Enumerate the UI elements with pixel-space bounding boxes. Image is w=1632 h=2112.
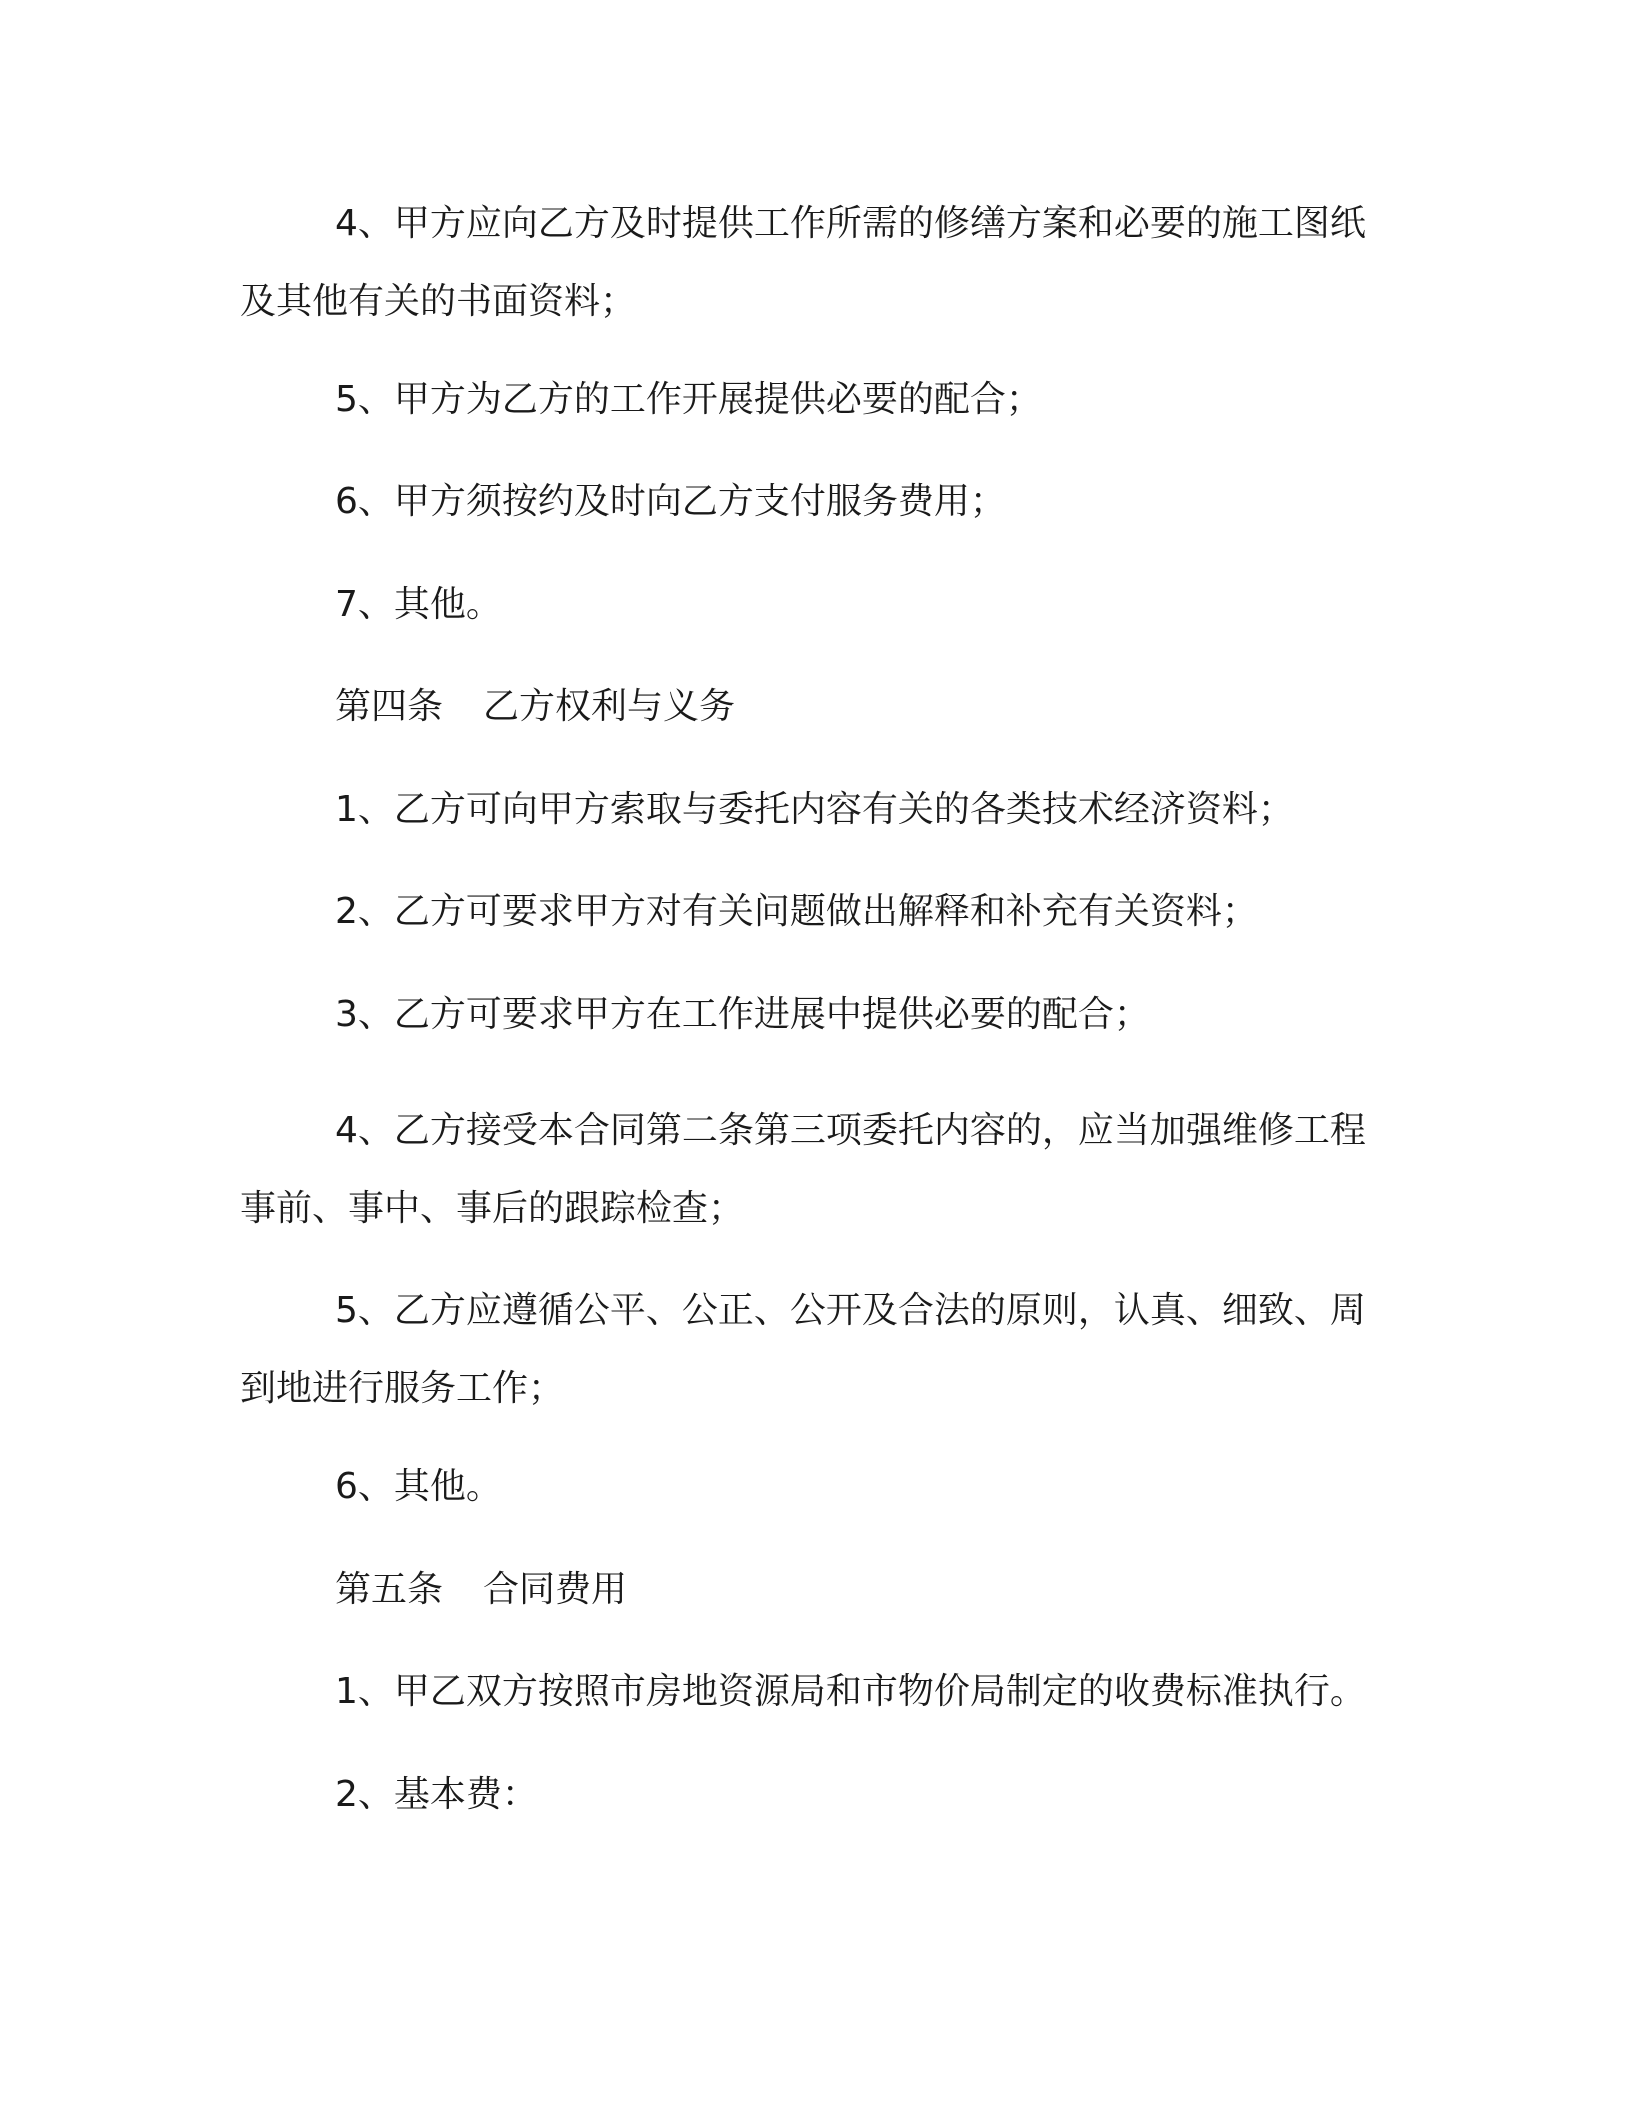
paragraph-party-a-6: 6、甲方须按约及时向乙方支付服务费用；: [335, 481, 1006, 522]
section-title: 合同费用: [483, 1569, 628, 1610]
paragraph-fee-1: 1、甲乙双方按照市房地资源局和市物价局制定的收费标准执行。: [335, 1671, 1366, 1712]
paragraph-party-b-3: 3、乙方可要求甲方在工作进展中提供必要的配合；: [335, 994, 1150, 1035]
paragraph-fee-2: 2、基本费：: [335, 1774, 538, 1815]
paragraph-party-b-1: 1、乙方可向甲方索取与委托内容有关的各类技术经济资料；: [335, 789, 1294, 830]
section-number: 第五条: [335, 1569, 444, 1610]
paragraph-party-a-7: 7、其他。: [335, 584, 502, 625]
section-heading-4: [240, 685, 1390, 729]
paragraph-party-a-4: 4、甲方应向乙方及时提供工作所需的修缮方案和必要的施工图纸及其他有关的书面资料；: [240, 203, 1366, 322]
section-number: 第四条: [335, 686, 444, 727]
paragraph-party-b-6: 6、其他。: [335, 1466, 502, 1507]
section-title: 乙方权利与义务: [483, 686, 736, 727]
section-heading-5: [240, 1568, 1390, 1612]
paragraph-party-b-5: 5、乙方应遵循公平、公正、公开及合法的原则，认真、细致、周到地进行服务工作；: [240, 1290, 1366, 1409]
paragraph-party-b-4: 4、乙方接受本合同第二条第三项委托内容的，应当加强维修工程事前、事中、事后的跟踪检查；: [240, 1110, 1366, 1229]
paragraph-party-a-5: 5、甲方为乙方的工作开展提供必要的配合；: [335, 379, 1042, 420]
paragraph-party-b-2: 2、乙方可要求甲方对有关问题做出解释和补充有关资料；: [335, 891, 1258, 932]
